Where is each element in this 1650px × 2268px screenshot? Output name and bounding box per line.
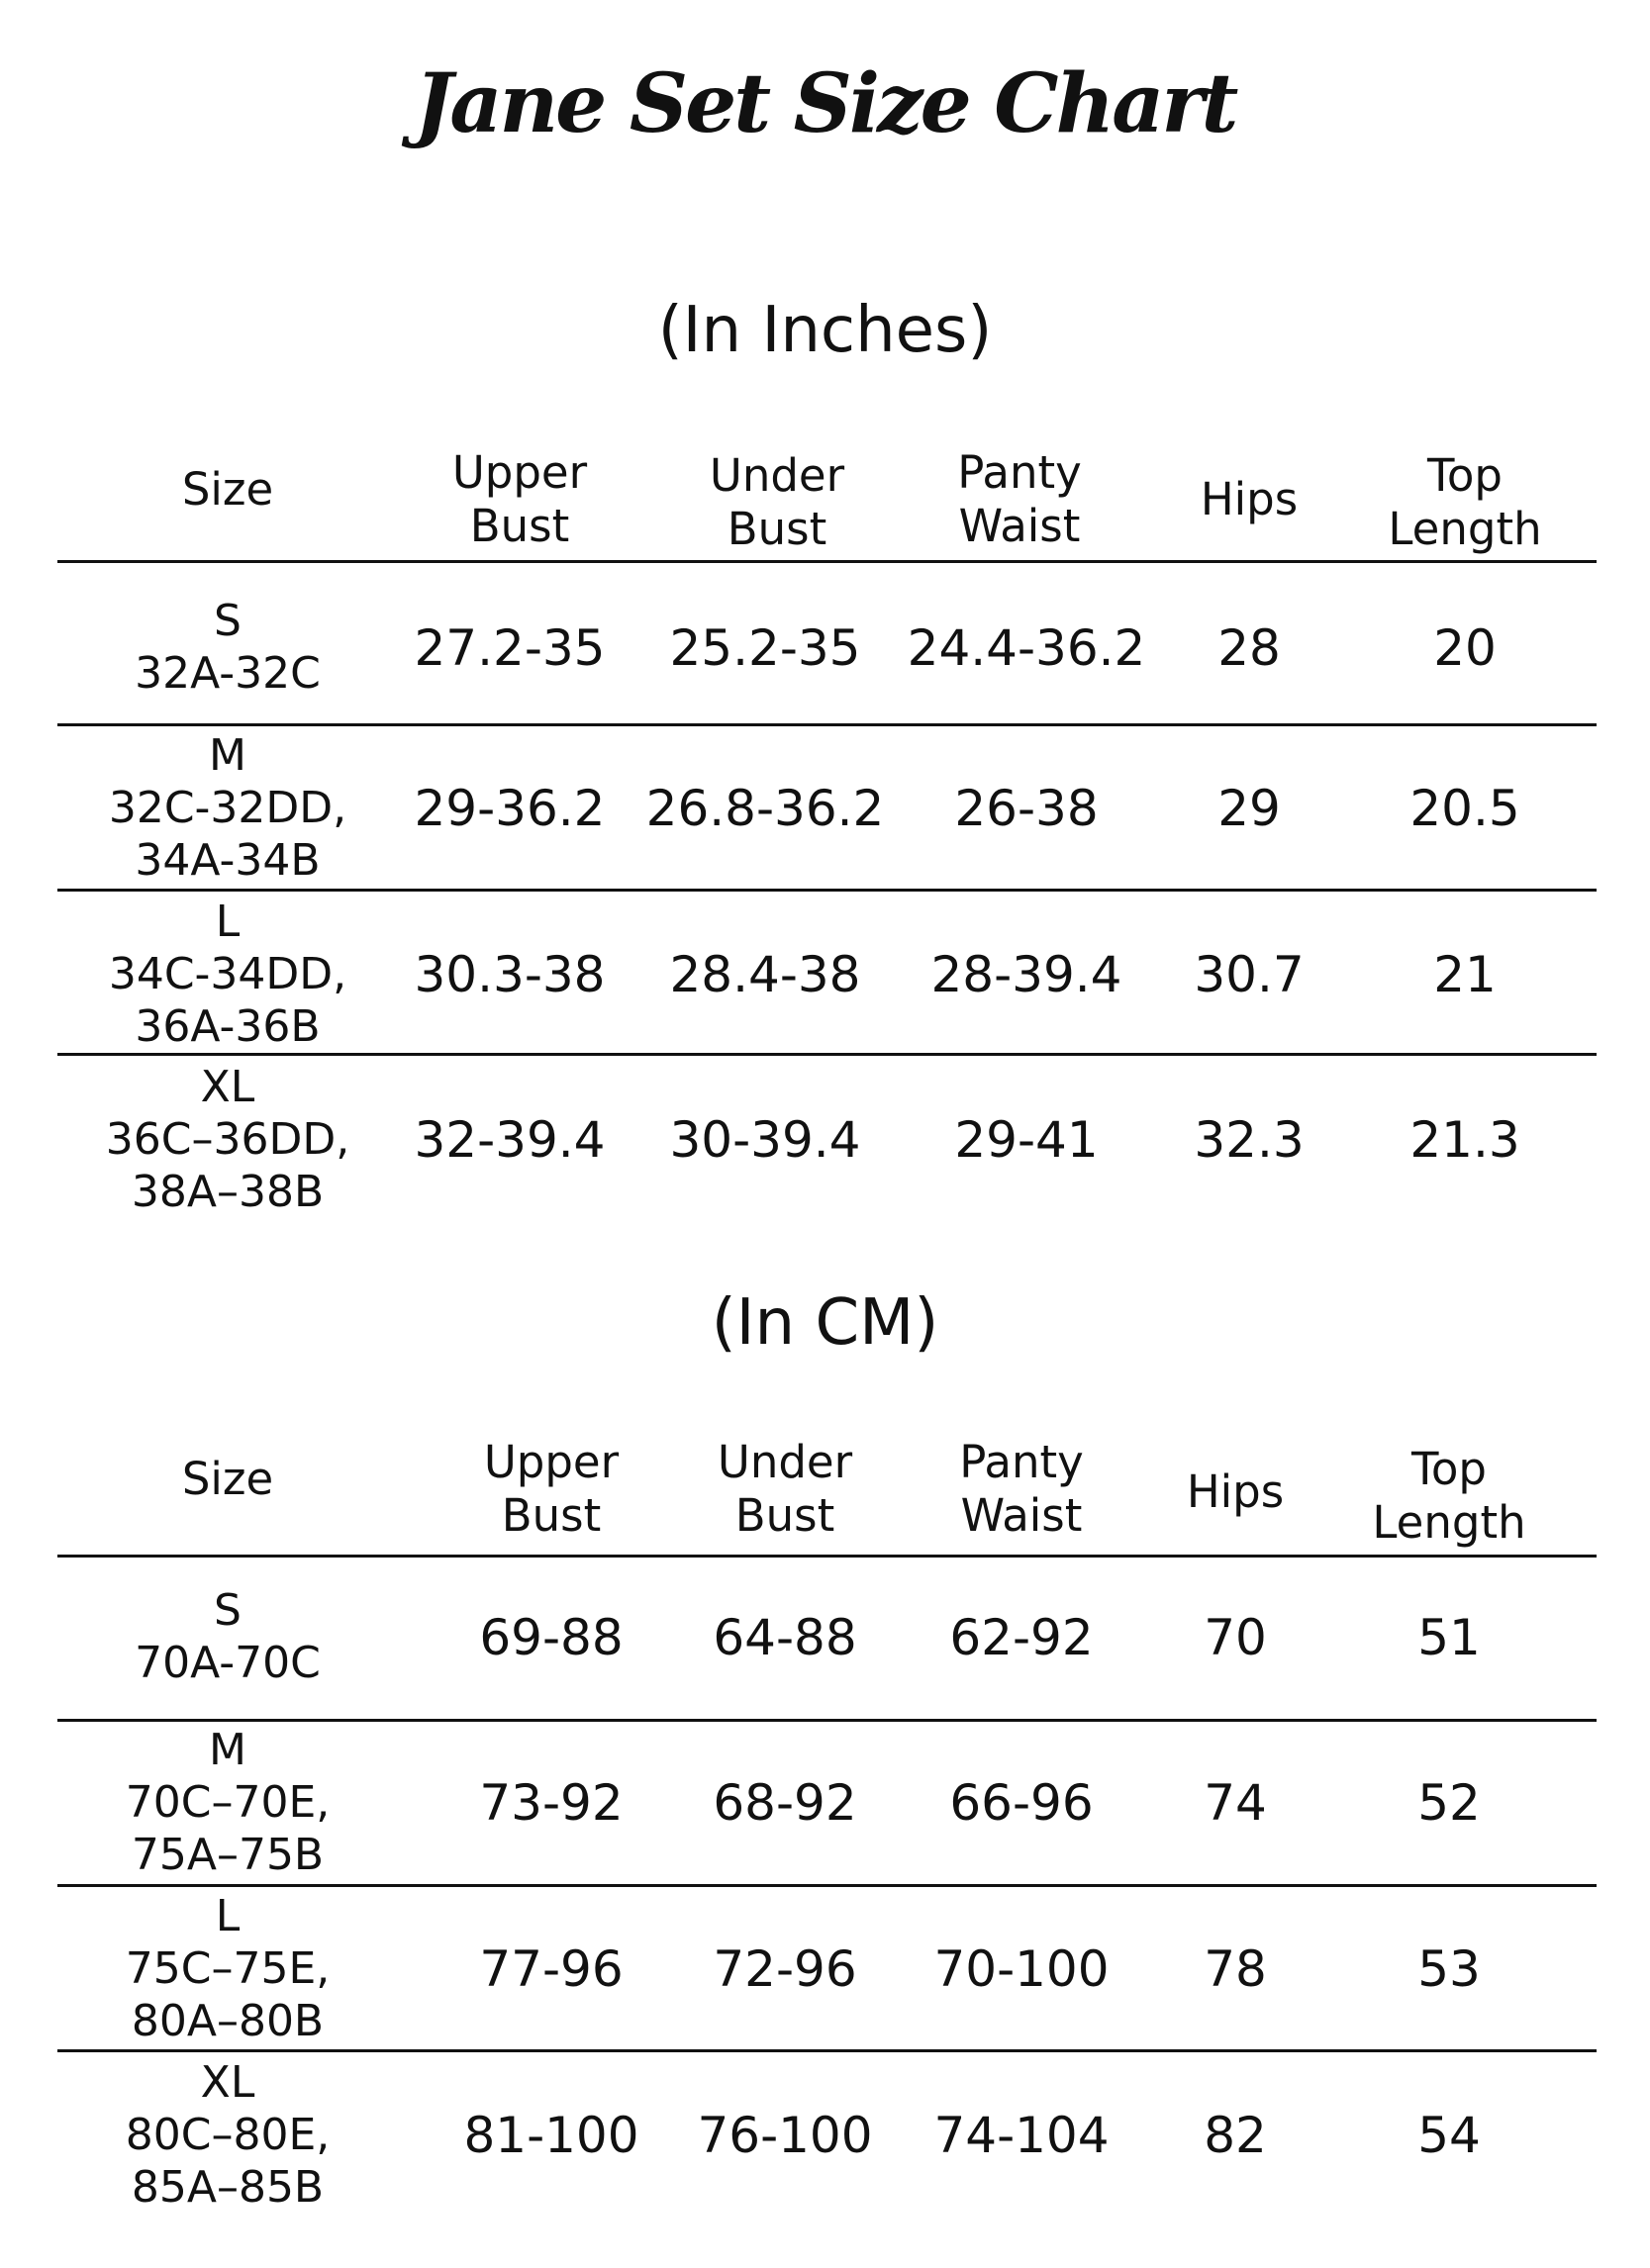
size-label-line: 70A-70C xyxy=(135,1638,321,1688)
unit-heading: (In CM) xyxy=(711,1286,939,1360)
measurement-cell: 28.4-38 xyxy=(669,946,861,1003)
size-label xyxy=(126,1891,331,2047)
column-header-line: Size xyxy=(181,1453,274,1505)
size-label-line: 75A–75B xyxy=(131,1829,325,1880)
column-header-line: Top xyxy=(1427,449,1503,502)
measurement-cell: 25.2-35 xyxy=(669,619,861,677)
measurement-cell: 72-96 xyxy=(713,1940,857,1998)
measurement-cell: 20.5 xyxy=(1409,780,1520,837)
column-header-line: Bust xyxy=(734,1489,835,1542)
size-label xyxy=(126,1725,331,1881)
measurement-cell: 30-39.4 xyxy=(669,1111,861,1169)
column-header-line: Size xyxy=(181,463,274,516)
size-label xyxy=(135,1585,321,1690)
measurement-cell: 54 xyxy=(1417,2107,1481,2164)
measurement-cell: 74-104 xyxy=(933,2107,1110,2164)
size-label-line: M xyxy=(209,1724,246,1775)
row-divider xyxy=(57,723,1597,726)
measurement-cell: 62-92 xyxy=(949,1609,1094,1666)
column-header xyxy=(710,449,844,556)
column-header xyxy=(182,1453,273,1506)
size-label-line: L xyxy=(215,896,241,947)
size-label-line: 36A-36B xyxy=(135,1000,321,1052)
measurement-cell: 29-36.2 xyxy=(414,780,606,837)
measurement-cell: 24.4-36.2 xyxy=(907,619,1146,677)
column-header-line: Panty xyxy=(959,1436,1084,1488)
measurement-cell: 77-96 xyxy=(479,1940,624,1998)
size-label-line: L xyxy=(215,1890,241,1941)
measurement-cell: 29-41 xyxy=(954,1111,1099,1169)
column-header-line: Length xyxy=(1372,1496,1526,1549)
measurement-cell: 26-38 xyxy=(954,780,1099,837)
measurement-cell: 27.2-35 xyxy=(414,619,606,677)
row-divider xyxy=(57,1719,1597,1722)
measurement-cell: 82 xyxy=(1204,2107,1267,2164)
size-label-line: 80A–80B xyxy=(131,1995,325,2046)
unit-heading: (In Inches) xyxy=(657,294,993,367)
size-label-line: 80C–80E, xyxy=(125,2109,331,2160)
measurement-cell: 51 xyxy=(1417,1609,1481,1666)
row-divider xyxy=(57,889,1597,892)
column-header-line: Top xyxy=(1411,1443,1487,1495)
measurement-cell: 20 xyxy=(1433,619,1497,677)
column-header xyxy=(959,1436,1084,1543)
size-label xyxy=(126,2057,331,2214)
measurement-cell: 68-92 xyxy=(713,1774,857,1832)
header-divider xyxy=(57,1555,1597,1558)
column-header xyxy=(182,463,273,517)
size-label-line: M xyxy=(209,729,246,781)
column-header xyxy=(957,446,1082,553)
column-header-line: Bust xyxy=(469,500,570,552)
measurement-cell: 69-88 xyxy=(479,1609,624,1666)
measurement-cell: 78 xyxy=(1204,1940,1267,1998)
measurement-cell: 76-100 xyxy=(697,2107,873,2164)
header-divider xyxy=(57,560,1597,563)
size-label-line: 34C-34DD, xyxy=(108,948,347,999)
measurement-cell: 64-88 xyxy=(713,1609,857,1666)
column-header xyxy=(1372,1443,1525,1550)
size-label-line: 38A–38B xyxy=(131,1166,325,1217)
measurement-cell: 21.3 xyxy=(1409,1111,1520,1169)
size-label xyxy=(109,730,346,887)
measurement-cell: 28-39.4 xyxy=(930,946,1122,1003)
size-label-line: XL xyxy=(200,1061,255,1112)
column-header-line: Panty xyxy=(957,446,1082,499)
size-label-line: 34A-34B xyxy=(135,834,321,886)
size-label-line: 85A–85B xyxy=(131,2161,325,2213)
column-header xyxy=(1201,473,1298,526)
column-header-line: Length xyxy=(1388,503,1542,555)
measurement-cell: 81-100 xyxy=(463,2107,639,2164)
column-header xyxy=(1388,449,1541,556)
measurement-cell: 70-100 xyxy=(933,1940,1110,1998)
size-label-line: 32C-32DD, xyxy=(108,782,347,833)
size-label xyxy=(106,1062,349,1218)
column-header-line: Hips xyxy=(1200,473,1299,525)
measurement-cell: 32.3 xyxy=(1194,1111,1305,1169)
row-divider xyxy=(57,1884,1597,1887)
size-label-line: 70C–70E, xyxy=(125,1776,331,1828)
page-title: Jane Set Size Chart xyxy=(414,56,1236,151)
measurement-cell: 66-96 xyxy=(949,1774,1094,1832)
measurement-cell: 53 xyxy=(1417,1940,1481,1998)
measurement-cell: 26.8-36.2 xyxy=(645,780,885,837)
measurement-cell: 29 xyxy=(1217,780,1281,837)
column-header-line: Under xyxy=(717,1436,853,1488)
column-header-line: Waist xyxy=(958,500,1081,552)
measurement-cell: 74 xyxy=(1204,1774,1267,1832)
measurement-cell: 28 xyxy=(1217,619,1281,677)
column-header-line: Bust xyxy=(727,503,827,555)
column-header-line: Upper xyxy=(483,1436,620,1488)
size-label-line: S xyxy=(214,596,242,647)
column-header xyxy=(484,1436,619,1543)
column-header-line: Bust xyxy=(501,1489,602,1542)
column-header-line: Upper xyxy=(451,446,588,499)
size-label-line: S xyxy=(214,1585,242,1637)
measurement-cell: 30.7 xyxy=(1194,946,1305,1003)
size-label xyxy=(109,897,346,1053)
measurement-cell: 70 xyxy=(1204,1609,1267,1666)
measurement-cell: 73-92 xyxy=(479,1774,624,1832)
column-header-line: Hips xyxy=(1186,1465,1285,1518)
row-divider xyxy=(57,1053,1597,1056)
column-header xyxy=(718,1436,852,1543)
size-label-line: 32A-32C xyxy=(135,648,321,699)
measurement-cell: 30.3-38 xyxy=(414,946,606,1003)
measurement-cell: 21 xyxy=(1433,946,1497,1003)
row-divider xyxy=(57,2049,1597,2052)
column-header-line: Waist xyxy=(960,1489,1083,1542)
size-label-line: XL xyxy=(200,2056,255,2108)
size-label xyxy=(135,596,321,701)
column-header-line: Under xyxy=(709,449,845,502)
measurement-cell: 32-39.4 xyxy=(414,1111,606,1169)
column-header xyxy=(1187,1465,1284,1519)
measurement-cell: 52 xyxy=(1417,1774,1481,1832)
size-label-line: 75C–75E, xyxy=(125,1942,331,1994)
size-label-line: 36C–36DD, xyxy=(105,1113,350,1165)
column-header xyxy=(452,446,587,553)
